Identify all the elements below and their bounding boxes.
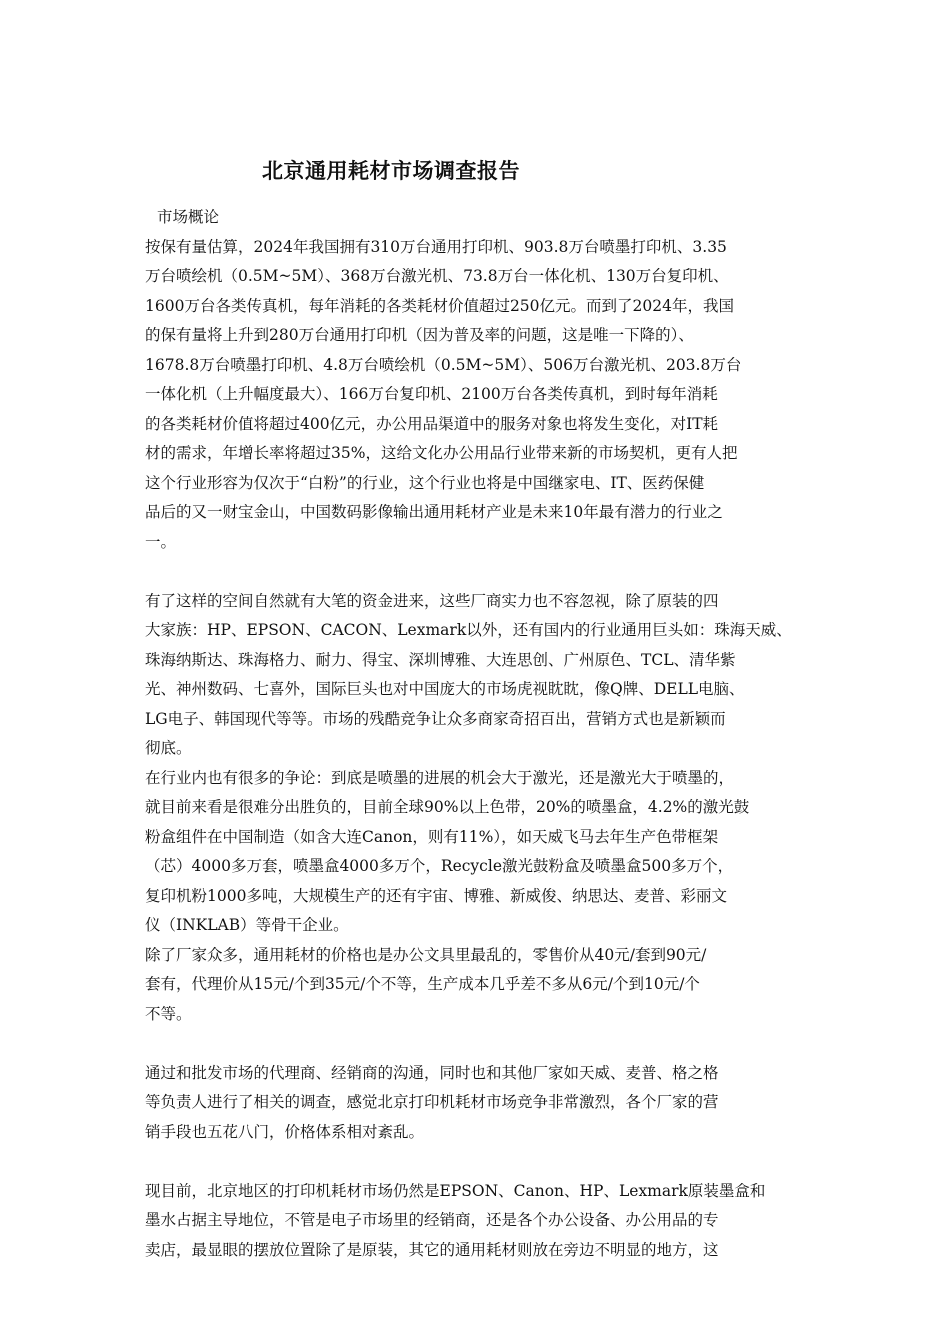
text-line: 1678.8万台喷墨打印机、4.8万台喷绘机（0.5M~5M）、506万台激光机、203.8万台	[145, 355, 742, 374]
text-line: 大家族：HP、EPSON、CACON、Lexmark以外，还有国内的行业通用巨头如：珠海天威、	[145, 621, 792, 639]
text-line: 一体化机（上升幅度最大）、166万台复印机、2100万台各类传真机，到时每年消耗	[145, 385, 718, 403]
text-line: 1600万台各类传真机，每年消耗的各类耗材价值超过250亿元。而到了2024年，我国	[145, 296, 734, 315]
text-line: 卖店，最显眼的摆放位置除了是原装，其它的通用耗材则放在旁边不明显的地方，这	[145, 1240, 719, 1259]
text-line: 在行业内也有很多的争论：到底是喷墨的进展的机会大于激光，还是激光大于喷墨的，	[145, 768, 735, 787]
document-body	[145, 203, 825, 1265]
paragraph-gap	[145, 557, 825, 587]
text-line: 不等。	[145, 1004, 192, 1023]
text-line: 这个行业形容为仅次于“白粉”的行业，这个行业也将是中国继家电、IT、医药保健	[145, 473, 705, 492]
text-line: 珠海纳斯达、珠海格力、耐力、得宝、深圳博雅、大连思创、广州原色、TCL、清华紫	[145, 650, 736, 669]
text-line: 按保有量估算，2024年我国拥有310万台通用打印机、903.8万台喷墨打印机、3.35	[145, 237, 727, 256]
text-line: 通过和批发市场的代理商、经销商的沟通，同时也和其他厂家如天威、麦普、格之格	[145, 1063, 719, 1082]
text-line: 光、神州数码、七喜外，国际巨头也对中国庞大的市场虎视眈眈，像Q牌、DELL电脑、	[145, 680, 745, 698]
text-line: LG电子、韩国现代等等。市场的残酷竞争让众多商家奇招百出，营销方式也是新颖而	[145, 709, 726, 728]
text-line: 复印机粉1000多吨，大规模生产的还有宇宙、博雅、新威俊、纳思达、麦普、彩丽文	[145, 886, 727, 905]
text-line: 现目前，北京地区的打印机耗材市场仍然是EPSON、Canon、HP、Lexmark原装墨盒和	[145, 1181, 766, 1200]
text-line: 等负责人进行了相关的调查，感觉北京打印机耗材市场竞争非常激烈，各个厂家的营	[145, 1093, 719, 1111]
text-line: 彻底。	[145, 739, 192, 757]
paragraph-gap	[145, 1029, 825, 1059]
text-line: 的保有量将上升到280万台通用打印机（因为普及率的问题，这是唯一下降的）、	[145, 326, 694, 344]
text-line: 销手段也五花八门，价格体系相对紊乱。	[145, 1122, 425, 1141]
paragraph-gap	[145, 1147, 825, 1177]
text-line: 一。	[145, 532, 177, 551]
text-line: 的各类耗材价值将超过400亿元，办公用品渠道中的服务对象也将发生变化，对IT耗	[145, 414, 719, 433]
text-line: 有了这样的空间自然就有大笔的资金进来，这些厂商实力也不容忽视，除了原装的四	[145, 591, 719, 610]
text-line: 粉盒组件在中国制造（如含大连Canon，则有11%），如天威飞马去年生产色带框架	[145, 827, 719, 846]
text-line: 就目前来看是很难分出胜负的，目前全球90%以上色带，20%的喷墨盒，4.2%的激光鼓	[145, 798, 750, 816]
text-line: 除了厂家众多，通用耗材的价格也是办公文具里最乱的，零售价从40元/套到90元/	[145, 945, 707, 964]
text-line: 万台喷绘机（0.5M~5M）、368万台激光机、73.8万台一体化机、130万台复印机、	[145, 267, 729, 285]
text-line: 墨水占据主导地位，不管是电子市场里的经销商，还是各个办公设备、办公用品的专	[145, 1211, 719, 1229]
document-title: 北京通用耗材市场调查报告	[262, 159, 520, 183]
text-line: 套有，代理价从15元/个到35元/个不等，生产成本几乎差不多从6元/个到10元/个	[145, 975, 700, 993]
text-line: （芯）4000多万套，喷墨盒4000多万个，Recycle激光鼓粉盒及喷墨盒500多万个，	[145, 857, 734, 875]
section-heading: 市场概论	[157, 208, 220, 226]
text-line: 材的需求，年增长率将超过35%，这给文化办公用品行业带来新的市场契机，更有人把	[145, 444, 738, 462]
text-line: 品后的又一财宝金山，中国数码影像输出通用耗材产业是未来10年最有潜力的行业之	[145, 503, 723, 521]
text-line: 仪（INKLAB）等骨干企业。	[145, 916, 349, 934]
